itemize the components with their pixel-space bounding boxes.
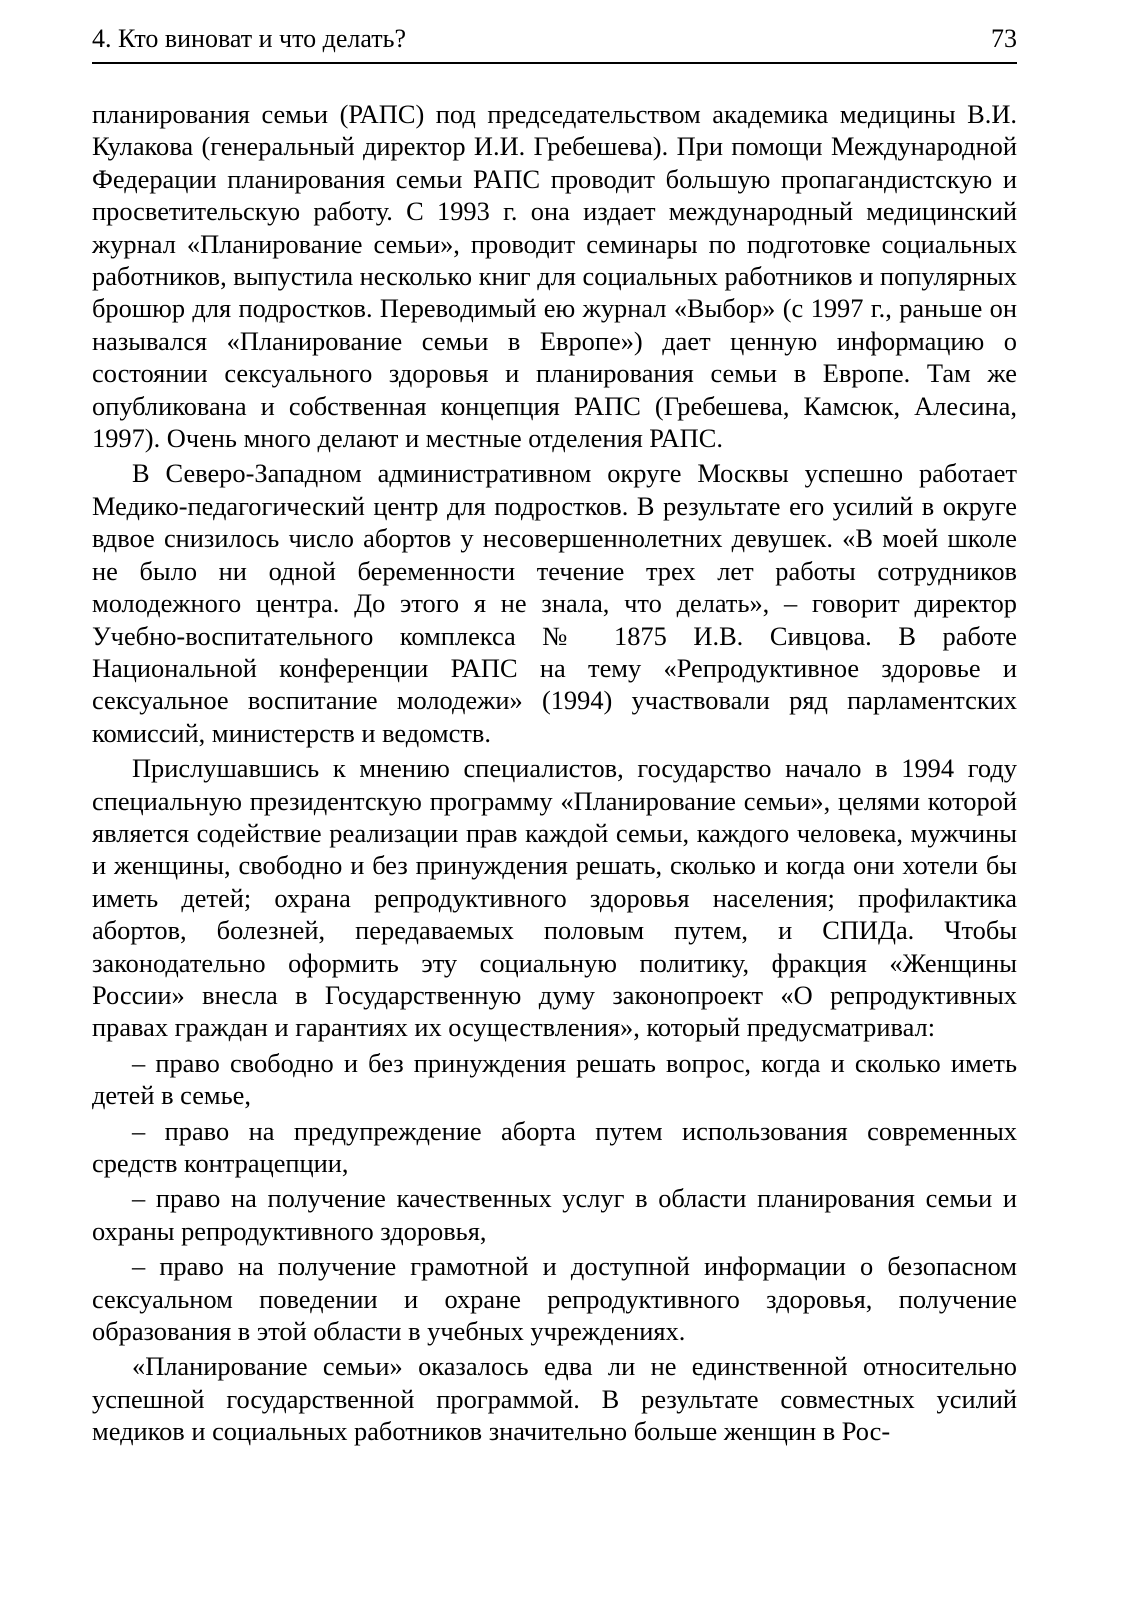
list-item: – право на получение грамотной и доступной информации о безопасном сексуальном поведении и охране репродуктивного здоровья, получение образования в этой области в учебных учреждениях. bbox=[92, 1251, 1017, 1347]
page-body-text bbox=[92, 98, 1017, 1448]
page-number: 73 bbox=[991, 24, 1017, 53]
paragraph: «Планирование семьи» оказалось едва ли не единственной относительно успешной государственной программой. В результате совместных усилий медиков и социальных работников значительно больше женщин в Рос- bbox=[92, 1351, 1017, 1447]
list-item: – право на получение качественных услуг в области планирования семьи и охраны репродуктивного здоровья, bbox=[92, 1183, 1017, 1246]
paragraph: В Северо-Западном административном округе Москвы успешно работает Медико-педагогический центр для подростков. В результате его усилий в округе вдвое снизилось число абортов у несовершеннолетних девушек. «В моей школе не было ни одной беременности течение трех лет работы сотрудников молодежного центра. До этого я не знала, что делать», – говорит директор Учебно-воспитательного комплекса № 1875 И.В. Сивцова. В работе Национальной конференции РАПС на тему «Репродуктивное здоровье и сексуальное воспитание молодежи» (1994) участвовали ряд парламентских комиссий, министерств и ведомств. bbox=[92, 458, 1017, 748]
paragraph: планирования семьи (РАПС) под председательством академика медицины В.И. Кулакова (генеральный директор И.И. Гребешева). При помощи Международной Федерации планирования семьи РАПС проводит большую пропагандистскую и просветительскую работу. С 1993 г. она издает международный медицинский журнал «Планирование семьи», проводит семинары по подготовке социальных работников, выпустила несколько книг для социальных работников и популярных брошюр для подростков. Переводимый ею журнал «Выбор» (с 1997 г., раньше он назывался «Планирование семьи в Европе») дает ценную информацию о состоянии сексуального здоровья и планирования семьи в Европе. Там же опубликована и собственная концепция РАПС (Гребешева, Камсюк, Алесина, 1997). Очень много делают и местные отделения РАПС. bbox=[92, 99, 1017, 454]
chapter-title: 4. Кто виноват и что делать? bbox=[92, 24, 407, 53]
list-item: – право свободно и без принуждения решать вопрос, когда и сколько иметь детей в семье, bbox=[92, 1047, 1017, 1111]
paragraph: Прислушавшись к мнению специалистов, государство начало в 1994 году специальную президентскую программу «Планирование семьи», целями которой является содействие реализации прав каждой семьи, каждого человека, мужчины и женщины, свободно и без принуждения решать, сколько и когда они хотели бы иметь детей; охрана репродуктивного здоровья населения; профилактика абортов, болезней, передаваемых половым путем, и СПИДа. Чтобы законодательно оформить эту социальную политику, фракция «Женщины России» внесла в Государственную думу законопроект «О репродуктивных правах граждан и гарантиях их осуществления», который предусматривал: bbox=[92, 753, 1017, 1043]
running-header bbox=[92, 0, 1017, 64]
list-item: – право на предупреждение аборта путем использования современных средств контрацепции, bbox=[92, 1115, 1017, 1178]
